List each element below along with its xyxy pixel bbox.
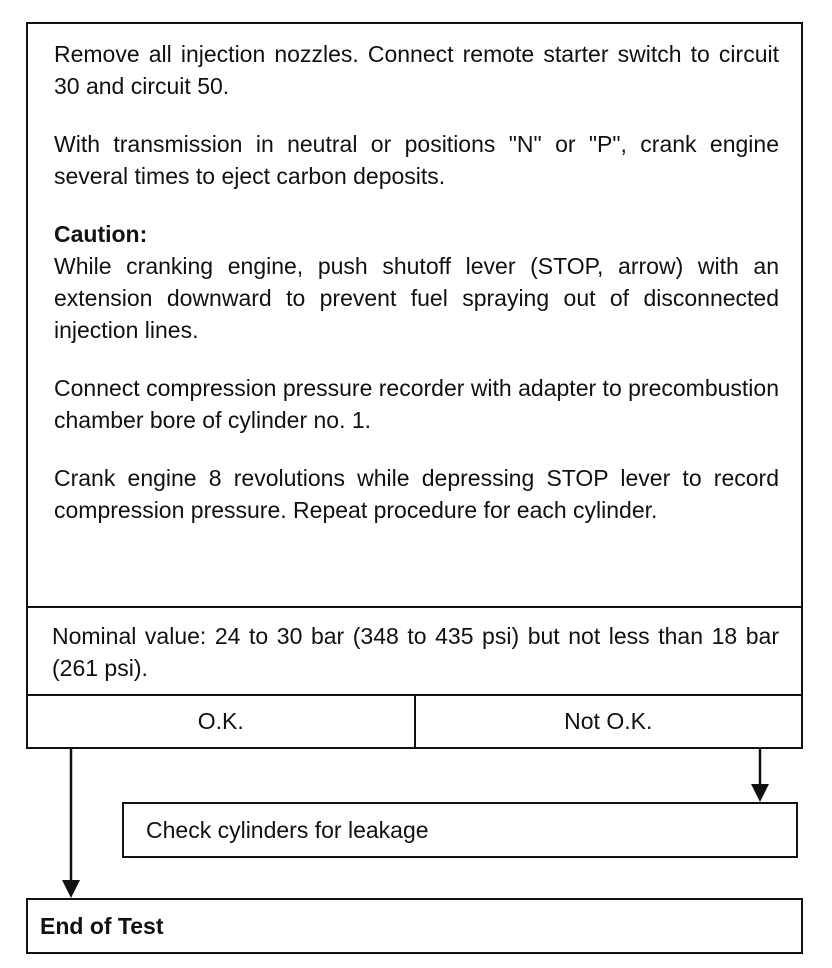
not-ok-branch: Not O.K.: [564, 708, 653, 734]
nominal-value-box: [26, 606, 803, 696]
end-of-test-box: End of Test: [26, 898, 803, 954]
decision-row: [26, 694, 803, 749]
check-leakage-box: Check cylinders for leakage: [122, 802, 798, 858]
step-connect-recorder: Connect compression pressure recorder with adapter to precombustion chamber bore of cylinder no. 1.: [54, 375, 779, 433]
ok-arrow-head-icon: [62, 880, 80, 898]
ok-branch: O.K.: [28, 696, 416, 747]
step-crank-engine: With transmission in neutral or positions "N" or "P", crank engine several times to eject carbon deposits.: [54, 131, 779, 189]
step-record-pressure: Crank engine 8 revolutions while depressing STOP lever to record compression pressure. Repeat procedure for each cylinder.: [54, 465, 779, 523]
caution-text: While cranking engine, push shutoff lever (STOP, arrow) with an extension downward to prevent fuel spraying out of disconnected injection lines.: [54, 253, 779, 343]
nominal-value-text: Nominal value: 24 to 30 bar (348 to 435 psi) but not less than 18 bar (261 psi).: [52, 623, 779, 681]
not-ok-arrow-head-icon: [751, 784, 769, 802]
caution-heading: Caution:: [54, 221, 148, 247]
step-remove-nozzles: Remove all injection nozzles. Connect remote starter switch to circuit 30 and circuit 50.: [54, 41, 779, 99]
procedure-box: [26, 22, 803, 608]
